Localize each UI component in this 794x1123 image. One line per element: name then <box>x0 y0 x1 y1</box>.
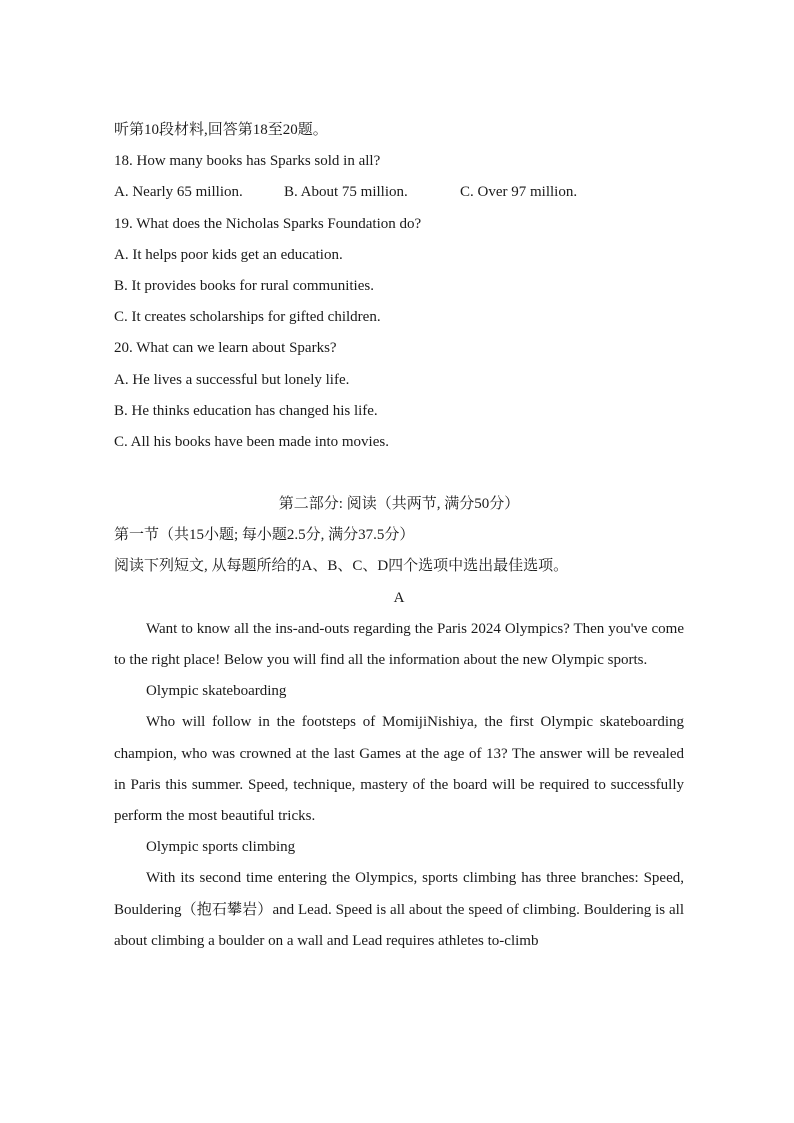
question-19-option-b: B. It provides books for rural communities. <box>114 277 374 294</box>
question-18-stem: 18. How many books has Sparks sold in all? <box>114 153 381 170</box>
question-19-stem: 19. What does the Nicholas Sparks Foundation do? <box>114 215 422 232</box>
passage-paragraph-intro: Want to know all the ins-and-outs regarding the Paris 2024 Olympics? Then you've come to the right place! Below you will find all the information about the new Olympic sports. <box>114 620 684 669</box>
subheading-skateboarding: Olympic skateboarding <box>146 683 287 700</box>
question-19-option-c: C. It creates scholarships for gifted children. <box>114 309 381 326</box>
question-20-option-b: B. He thinks education has changed his life. <box>114 402 378 419</box>
subheading-climbing: Olympic sports climbing <box>146 839 296 856</box>
question-19-option-a: A. It helps poor kids get an education. <box>114 246 343 263</box>
question-18-options <box>114 177 684 208</box>
question-20-stem: 20. What can we learn about Sparks? <box>114 340 337 357</box>
question-20-option-c: C. All his books have been made into movies. <box>114 433 389 450</box>
listening-instruction: 听第10段材料,回答第18至20题。 <box>114 122 328 138</box>
part-two-title: 第二部分: 阅读（共两节, 满分50分） <box>278 496 520 513</box>
question-18-option-a: A. Nearly 65 million. <box>114 184 243 201</box>
section-one-title: 第一节（共15小题; 每小题2.5分, 满分37.5分） <box>114 527 415 544</box>
exam-page <box>114 115 684 957</box>
reading-instruction: 阅读下列短文, 从每题所给的A、B、C、D四个选项中选出最佳选项。 <box>114 558 569 575</box>
question-18-option-b: B. About 75 million. <box>284 184 408 201</box>
question-18-option-c: C. Over 97 million. <box>460 184 578 201</box>
passage-paragraph-skateboarding: Who will follow in the footsteps of MomijiNishiya, the first Olympic skateboarding champion, who was crowned at the last Games at the age of 13? The answer will be revealed in Paris this summer. Speed, technique, mastery of the board will be required to successfully perform the most beautiful tricks. <box>114 714 684 825</box>
question-20-option-a: A. He lives a successful but lonely life. <box>114 371 350 388</box>
passage-label: A <box>393 589 405 606</box>
passage-paragraph-climbing: With its second time entering the Olympics, sports climbing has three branches: Speed, Bouldering（抱石攀岩）and Lead. Speed is all about the speed of climbing. Bouldering is all about climbing a boulder on a wall and Lead requires athletes to-climb <box>114 870 684 949</box>
